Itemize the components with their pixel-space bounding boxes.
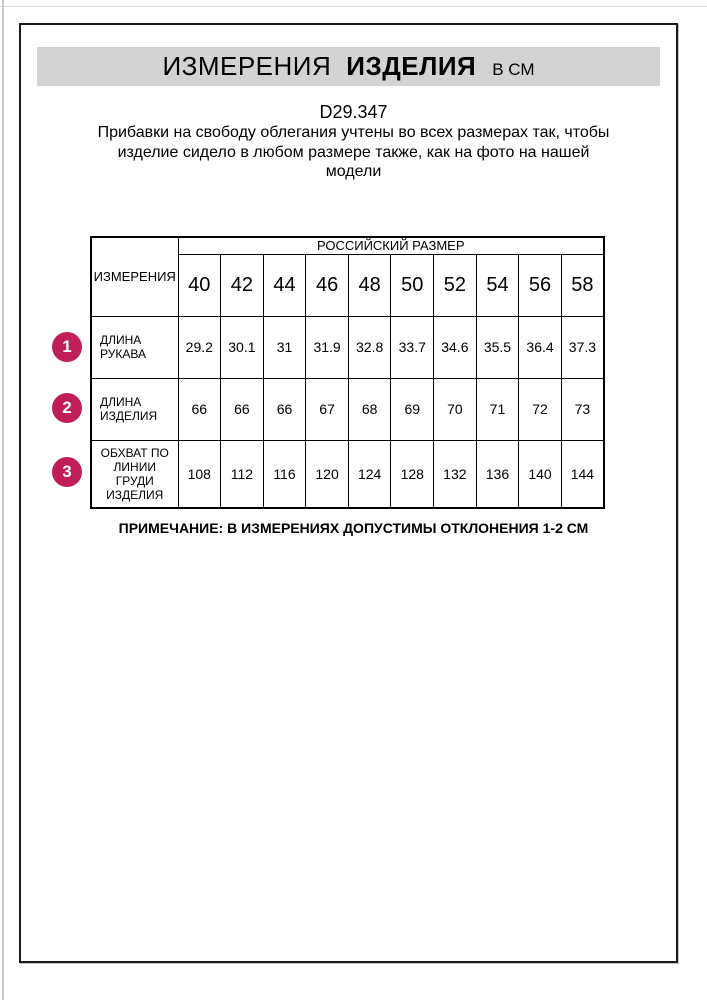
value-cell: 31.9 bbox=[306, 316, 349, 378]
value-cell: 70 bbox=[434, 378, 477, 440]
row-label-cell bbox=[91, 316, 178, 378]
size-header-cell: 44 bbox=[263, 254, 306, 316]
description-line: изделие сидело в любом размере также, как на фото на нашей bbox=[117, 143, 590, 161]
size-header-cell: 54 bbox=[476, 254, 519, 316]
page-top-edge-line bbox=[0, 6, 707, 7]
size-group-header: РОССИЙСКИЙ РАЗМЕР bbox=[178, 237, 604, 254]
page-title-unit: В СМ bbox=[492, 60, 535, 79]
row-label-text: ДЛИНА РУКАВА bbox=[100, 333, 146, 361]
value-cell: 72 bbox=[519, 378, 562, 440]
row-number-badge: 2 bbox=[52, 393, 82, 423]
value-cell: 120 bbox=[306, 440, 349, 508]
value-cell: 31 bbox=[263, 316, 306, 378]
table-row bbox=[91, 378, 604, 440]
size-header-cell: 56 bbox=[519, 254, 562, 316]
title-bar bbox=[37, 47, 660, 86]
product-description bbox=[0, 123, 707, 182]
value-cell: 66 bbox=[178, 378, 221, 440]
table-row bbox=[91, 316, 604, 378]
value-cell: 112 bbox=[221, 440, 264, 508]
value-cell: 116 bbox=[263, 440, 306, 508]
description-line: модели bbox=[325, 163, 382, 180]
value-cell: 30.1 bbox=[221, 316, 264, 378]
size-header-cell: 42 bbox=[221, 254, 264, 316]
corner-header-cell: ИЗМЕРЕНИЯ bbox=[91, 237, 178, 316]
value-cell: 124 bbox=[348, 440, 391, 508]
size-header-cell: 52 bbox=[434, 254, 477, 316]
value-cell: 144 bbox=[561, 440, 604, 508]
value-cell: 67 bbox=[306, 378, 349, 440]
table-row bbox=[91, 440, 604, 508]
value-cell: 73 bbox=[561, 378, 604, 440]
value-cell: 37.3 bbox=[561, 316, 604, 378]
row-label-text: ДЛИНА ИЗДЕЛИЯ bbox=[100, 395, 158, 423]
row-label-text: ОБХВАТ ПО ЛИНИИ ГРУДИ ИЗДЕЛИЯ bbox=[100, 445, 169, 502]
value-cell: 34.6 bbox=[434, 316, 477, 378]
value-cell: 32.8 bbox=[348, 316, 391, 378]
value-cell: 71 bbox=[476, 378, 519, 440]
product-code: D29.347 bbox=[319, 102, 388, 122]
table-body bbox=[91, 316, 604, 508]
size-header-cell: 58 bbox=[561, 254, 604, 316]
value-cell: 36.4 bbox=[519, 316, 562, 378]
size-table bbox=[90, 236, 605, 509]
value-cell: 33.7 bbox=[391, 316, 434, 378]
table-header-row bbox=[91, 237, 604, 254]
row-number-badge: 1 bbox=[52, 332, 82, 362]
value-cell: 108 bbox=[178, 440, 221, 508]
value-cell: 66 bbox=[221, 378, 264, 440]
page-title-main: ИЗМЕРЕНИЯ bbox=[162, 51, 332, 81]
value-cell: 140 bbox=[519, 440, 562, 508]
value-cell: 66 bbox=[263, 378, 306, 440]
value-cell: 128 bbox=[391, 440, 434, 508]
value-cell: 35.5 bbox=[476, 316, 519, 378]
note-text: ПРИМЕЧАНИЕ: В ИЗМЕРЕНИЯХ ДОПУСТИМЫ ОТКЛОНЕНИЯ 1-2 СМ bbox=[118, 520, 589, 536]
row-number-badge: 3 bbox=[52, 457, 82, 487]
row-label-cell bbox=[91, 440, 178, 508]
value-cell: 69 bbox=[391, 378, 434, 440]
table-head bbox=[91, 237, 604, 316]
size-header-cell: 40 bbox=[178, 254, 221, 316]
row-label-cell bbox=[91, 378, 178, 440]
value-cell: 136 bbox=[476, 440, 519, 508]
size-header-cell: 46 bbox=[306, 254, 349, 316]
value-cell: 29.2 bbox=[178, 316, 221, 378]
value-cell: 132 bbox=[434, 440, 477, 508]
page-title-emphasis: ИЗДЕЛИЯ bbox=[346, 51, 477, 81]
size-header-cell: 48 bbox=[348, 254, 391, 316]
size-header-cell: 50 bbox=[391, 254, 434, 316]
description-line: Прибавки на свободу облегания учтены во всех размерах так, чтобы bbox=[97, 124, 610, 141]
value-cell: 68 bbox=[348, 378, 391, 440]
